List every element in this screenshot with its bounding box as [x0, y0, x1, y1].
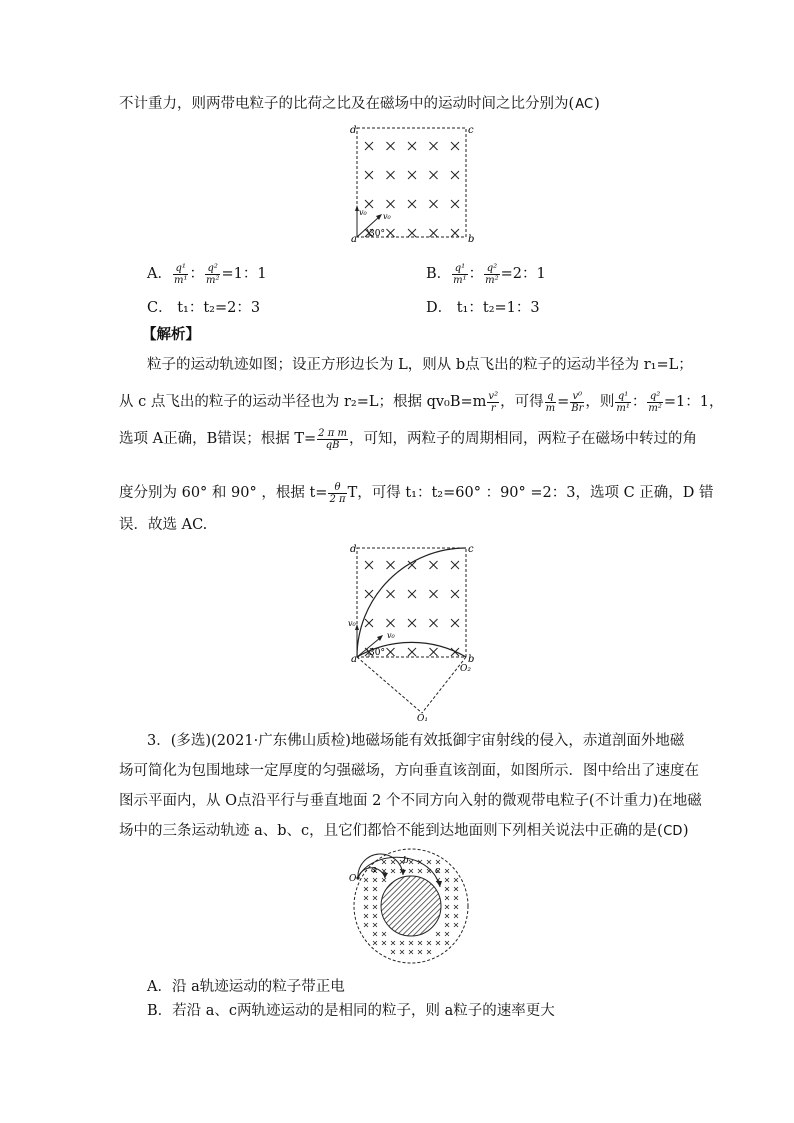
figure-square-field-1 — [340, 112, 500, 262]
frac-num: q² — [647, 391, 663, 403]
text-seg: =1：1， — [663, 394, 724, 410]
frac-num: q² — [205, 263, 221, 275]
q3-stem-end: 场中的三条运动轨迹 a、b、c，且它们都恰不能到达地面则下列相关说法中正确的是( — [119, 823, 663, 839]
angle-label: 30° — [369, 229, 385, 239]
field-crosses — [365, 561, 459, 656]
frac-num: v⁰ — [570, 391, 584, 403]
text-seg: 选项 A正确，B错误；根据 T= — [119, 431, 317, 447]
corner-a: a — [351, 234, 357, 245]
option-b-tail: =2：1 — [500, 266, 546, 282]
analysis-line-5: 误．故选 AC. — [119, 517, 208, 533]
trajectory-a-label: a — [371, 865, 377, 875]
frac-num: θ — [328, 482, 346, 494]
text-seg: T，可得 t₁：t₂=60° ：90° =2：3，选项 C 正确，D 错 — [347, 485, 714, 501]
v0-label-angled: v₀ — [387, 631, 395, 640]
analysis-line-2 — [119, 388, 723, 416]
option-a — [147, 262, 267, 286]
frac-num: v² — [488, 390, 499, 402]
option-b-label: B． — [426, 266, 452, 282]
q3-line-2: 场可简化为包围地球一定厚度的匀强磁场，方向垂直该剖面，如图所示．图中给出了速度在 — [119, 763, 699, 779]
frac-den: r — [490, 402, 496, 414]
frac-num: q¹ — [615, 391, 631, 403]
corner-c: c — [468, 544, 474, 555]
field-crosses — [365, 142, 459, 237]
analysis-line-3 — [119, 424, 697, 454]
option-a-tail: =1：1 — [221, 266, 267, 282]
q3-option-b: B．若沿 a、c两轨迹运动的是相同的粒子，则 a粒子的速率更大 — [147, 1003, 555, 1019]
frac-num: q¹ — [452, 263, 468, 275]
frac-den: m¹ — [453, 274, 467, 286]
stem-text: 不计重力，则两带电粒子的比荷之比及在磁场中的运动时间之比分别为( — [119, 96, 575, 112]
corner-d: d — [350, 544, 357, 555]
frac-den: Br — [571, 402, 584, 414]
ratio-sep: ： — [468, 266, 484, 282]
ratio-sep: ： — [189, 266, 204, 282]
trajectory-b-label: b — [403, 856, 409, 866]
frac-den: m — [545, 402, 556, 414]
text-seg: ，可得 — [500, 394, 544, 410]
frac-den: 2 π — [329, 493, 346, 505]
text-seg: 度分别为 60° 和 90° ，根据 t= — [119, 485, 328, 501]
q3-line-3: 图示平面内，从 O点沿平行与垂直地面 2 个不同方向入射的微观带电粒子(不计重力)在地磁 — [119, 793, 702, 809]
earth-globe — [381, 876, 441, 936]
corner-b: b — [468, 234, 475, 245]
analysis-line-4 — [119, 478, 714, 508]
text-seg: ： — [631, 394, 647, 410]
figure-square-field-2 — [340, 538, 500, 723]
frac-num: q — [545, 391, 556, 403]
trajectory-c-label: c — [435, 866, 441, 876]
corner-a: a — [351, 654, 357, 665]
figure-earth-magnetosphere — [345, 845, 475, 967]
text-seg: 从 c 点飞出的粒子的运动半径也为 r₂=L；根据 qv₀B=m — [119, 394, 487, 410]
v0-label-vertical: v₀ — [359, 208, 367, 217]
text-seg: = — [557, 394, 570, 410]
q3-line-1: 3．(多选)(2021·广东佛山质检)地磁场能有效抵御宇宙射线的侵入，赤道剖面外地磁 — [147, 733, 685, 749]
analysis-label: 【解析】 — [142, 326, 200, 343]
option-a-label: A． — [147, 266, 172, 282]
center-o2-label: O₂ — [460, 664, 471, 674]
frac-num: 2 π m — [318, 427, 347, 439]
corner-d: d — [350, 125, 357, 136]
v0-label-vertical: v₀ — [348, 619, 356, 628]
text-seg: ，则 — [585, 394, 615, 410]
frac-den: qB — [325, 439, 340, 451]
corner-c: c — [468, 125, 474, 136]
option-d: D． t₁：t₂=1：3 — [426, 300, 540, 316]
analysis-line-1: 粒子的运动轨迹如图；设正方形边长为 L，则从 b点飞出的粒子的运动半径为 r₁=L； — [147, 357, 693, 373]
frac-num: q² — [484, 263, 500, 275]
frac-den: m² — [648, 402, 662, 414]
option-b — [426, 262, 546, 286]
close-paren: ) — [682, 823, 689, 839]
frac-den: m¹ — [616, 402, 630, 414]
text-seg: ，可知，两粒子的周期相同，两粒子在磁场中转过的角 — [348, 431, 697, 447]
frac-num: q¹ — [173, 263, 189, 275]
q3-line-4 — [119, 821, 688, 842]
close-paren: ) — [594, 96, 600, 112]
v0-label-angled: v₀ — [383, 212, 391, 221]
q3-answer: CD — [663, 824, 683, 839]
center-o1-label: O₁ — [417, 714, 428, 723]
option-c: C． t₁：t₂=2：3 — [147, 300, 261, 316]
answer-text: AC — [575, 97, 594, 112]
frac-den: m¹ — [173, 274, 188, 286]
frac-den: m² — [485, 274, 499, 286]
origin-o-label: O — [349, 874, 357, 884]
frac-den: m² — [205, 274, 220, 286]
q3-option-a: A．沿 a轨迹运动的粒子带正电 — [147, 979, 345, 995]
corner-b: b — [468, 654, 475, 665]
angle-label: 30° — [369, 648, 385, 658]
